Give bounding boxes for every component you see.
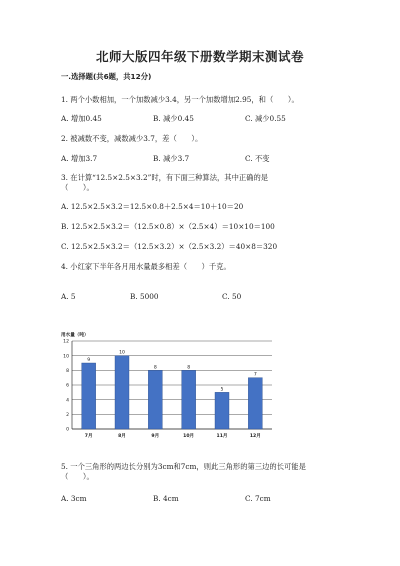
bar-value-label: 10	[119, 350, 125, 356]
question-3-stem-line2: （ ）。	[61, 183, 94, 192]
question-4-option-b: B. 5000	[130, 292, 159, 301]
y-tick-label: 4	[66, 398, 69, 404]
question-5-option-b: B. 4cm	[153, 494, 179, 503]
question-5-option-a: A. 3cm	[61, 494, 87, 503]
bar-value-label: 9	[87, 358, 91, 363]
bar-9月	[148, 370, 162, 429]
x-tick-label: 10月	[183, 434, 195, 439]
x-tick-label: 11月	[216, 434, 228, 439]
bar-8月	[115, 356, 129, 429]
x-tick-label: 8月	[118, 434, 126, 439]
question-4-stem: 4. 小红家下半年各月用水量最多相差（ ）千克。	[61, 262, 231, 271]
bar-value-label: 7	[253, 372, 257, 378]
bar-value-label: 8	[187, 365, 191, 371]
question-3-option-a: A. 12.5×2.5×3.2＝12.5×0.8＋2.5×4＝10＋10＝20	[61, 202, 244, 211]
question-3-option-c: C. 12.5×2.5×3.2＝（12.5×3.2）×（2.5×3.2）＝40×8＝320	[61, 242, 278, 251]
y-tick-label: 2	[66, 412, 69, 418]
question-1-option-c: C. 减少0.55	[245, 114, 286, 123]
x-tick-label: 7月	[84, 434, 93, 439]
bar-value-label: 5	[220, 387, 224, 393]
question-3-option-b: B. 12.5×2.5×3.2＝（12.5×0.8）×（2.5×4）＝10×10＝100	[61, 222, 275, 231]
question-2-option-b: B. 减少3.7	[153, 154, 190, 163]
y-tick-label: 10	[63, 354, 69, 360]
x-tick-label: 12月	[249, 434, 261, 439]
x-tick-label: 9月	[151, 434, 160, 439]
question-5-option-c: C. 7cm	[245, 494, 271, 503]
question-4-option-a: A. 5	[61, 292, 76, 301]
section-heading: 一.选择题(共6题，共12分)	[61, 72, 152, 81]
y-tick-label: 6	[66, 383, 69, 389]
question-1-option-a: A. 增加0.45	[61, 114, 102, 123]
y-axis-label: 用水量（吨）	[61, 333, 89, 338]
bar-12月	[248, 378, 262, 429]
question-5-stem-line1: 5. 一个三角形的两边长分别为3cm和7cm，则此三角形的第三边的长可能是	[61, 462, 306, 471]
y-tick-label: 0	[66, 427, 69, 433]
question-4-option-c: C. 50	[222, 292, 242, 301]
y-tick-label: 8	[66, 368, 69, 374]
question-5-stem-line2: （ ）。	[61, 472, 94, 481]
page-title: 北师大版四年级下册数学期末测试卷	[95, 49, 304, 64]
question-2-stem: 2. 被减数不变，减数减少3.7，差（ ）。	[61, 134, 203, 143]
y-tick-label: 12	[63, 339, 69, 345]
bar-10月	[182, 370, 196, 429]
bar-11月	[215, 392, 229, 429]
question-1-stem: 1. 两个小数相加，一个加数减少3.4，另一个加数增加2.95，和（ ）。	[61, 95, 299, 104]
question-3-stem-line1: 3. 在计算“12.5×2.5×3.2”时，有下面三种算法，其中正确的是	[61, 173, 269, 182]
bar-value-label: 8	[153, 365, 157, 371]
question-2-option-c: C. 不变	[245, 154, 270, 163]
question-1-option-b: B. 减少0.45	[153, 114, 194, 123]
question-2-option-a: A. 增加3.7	[61, 154, 98, 163]
bar-7月	[82, 363, 96, 429]
